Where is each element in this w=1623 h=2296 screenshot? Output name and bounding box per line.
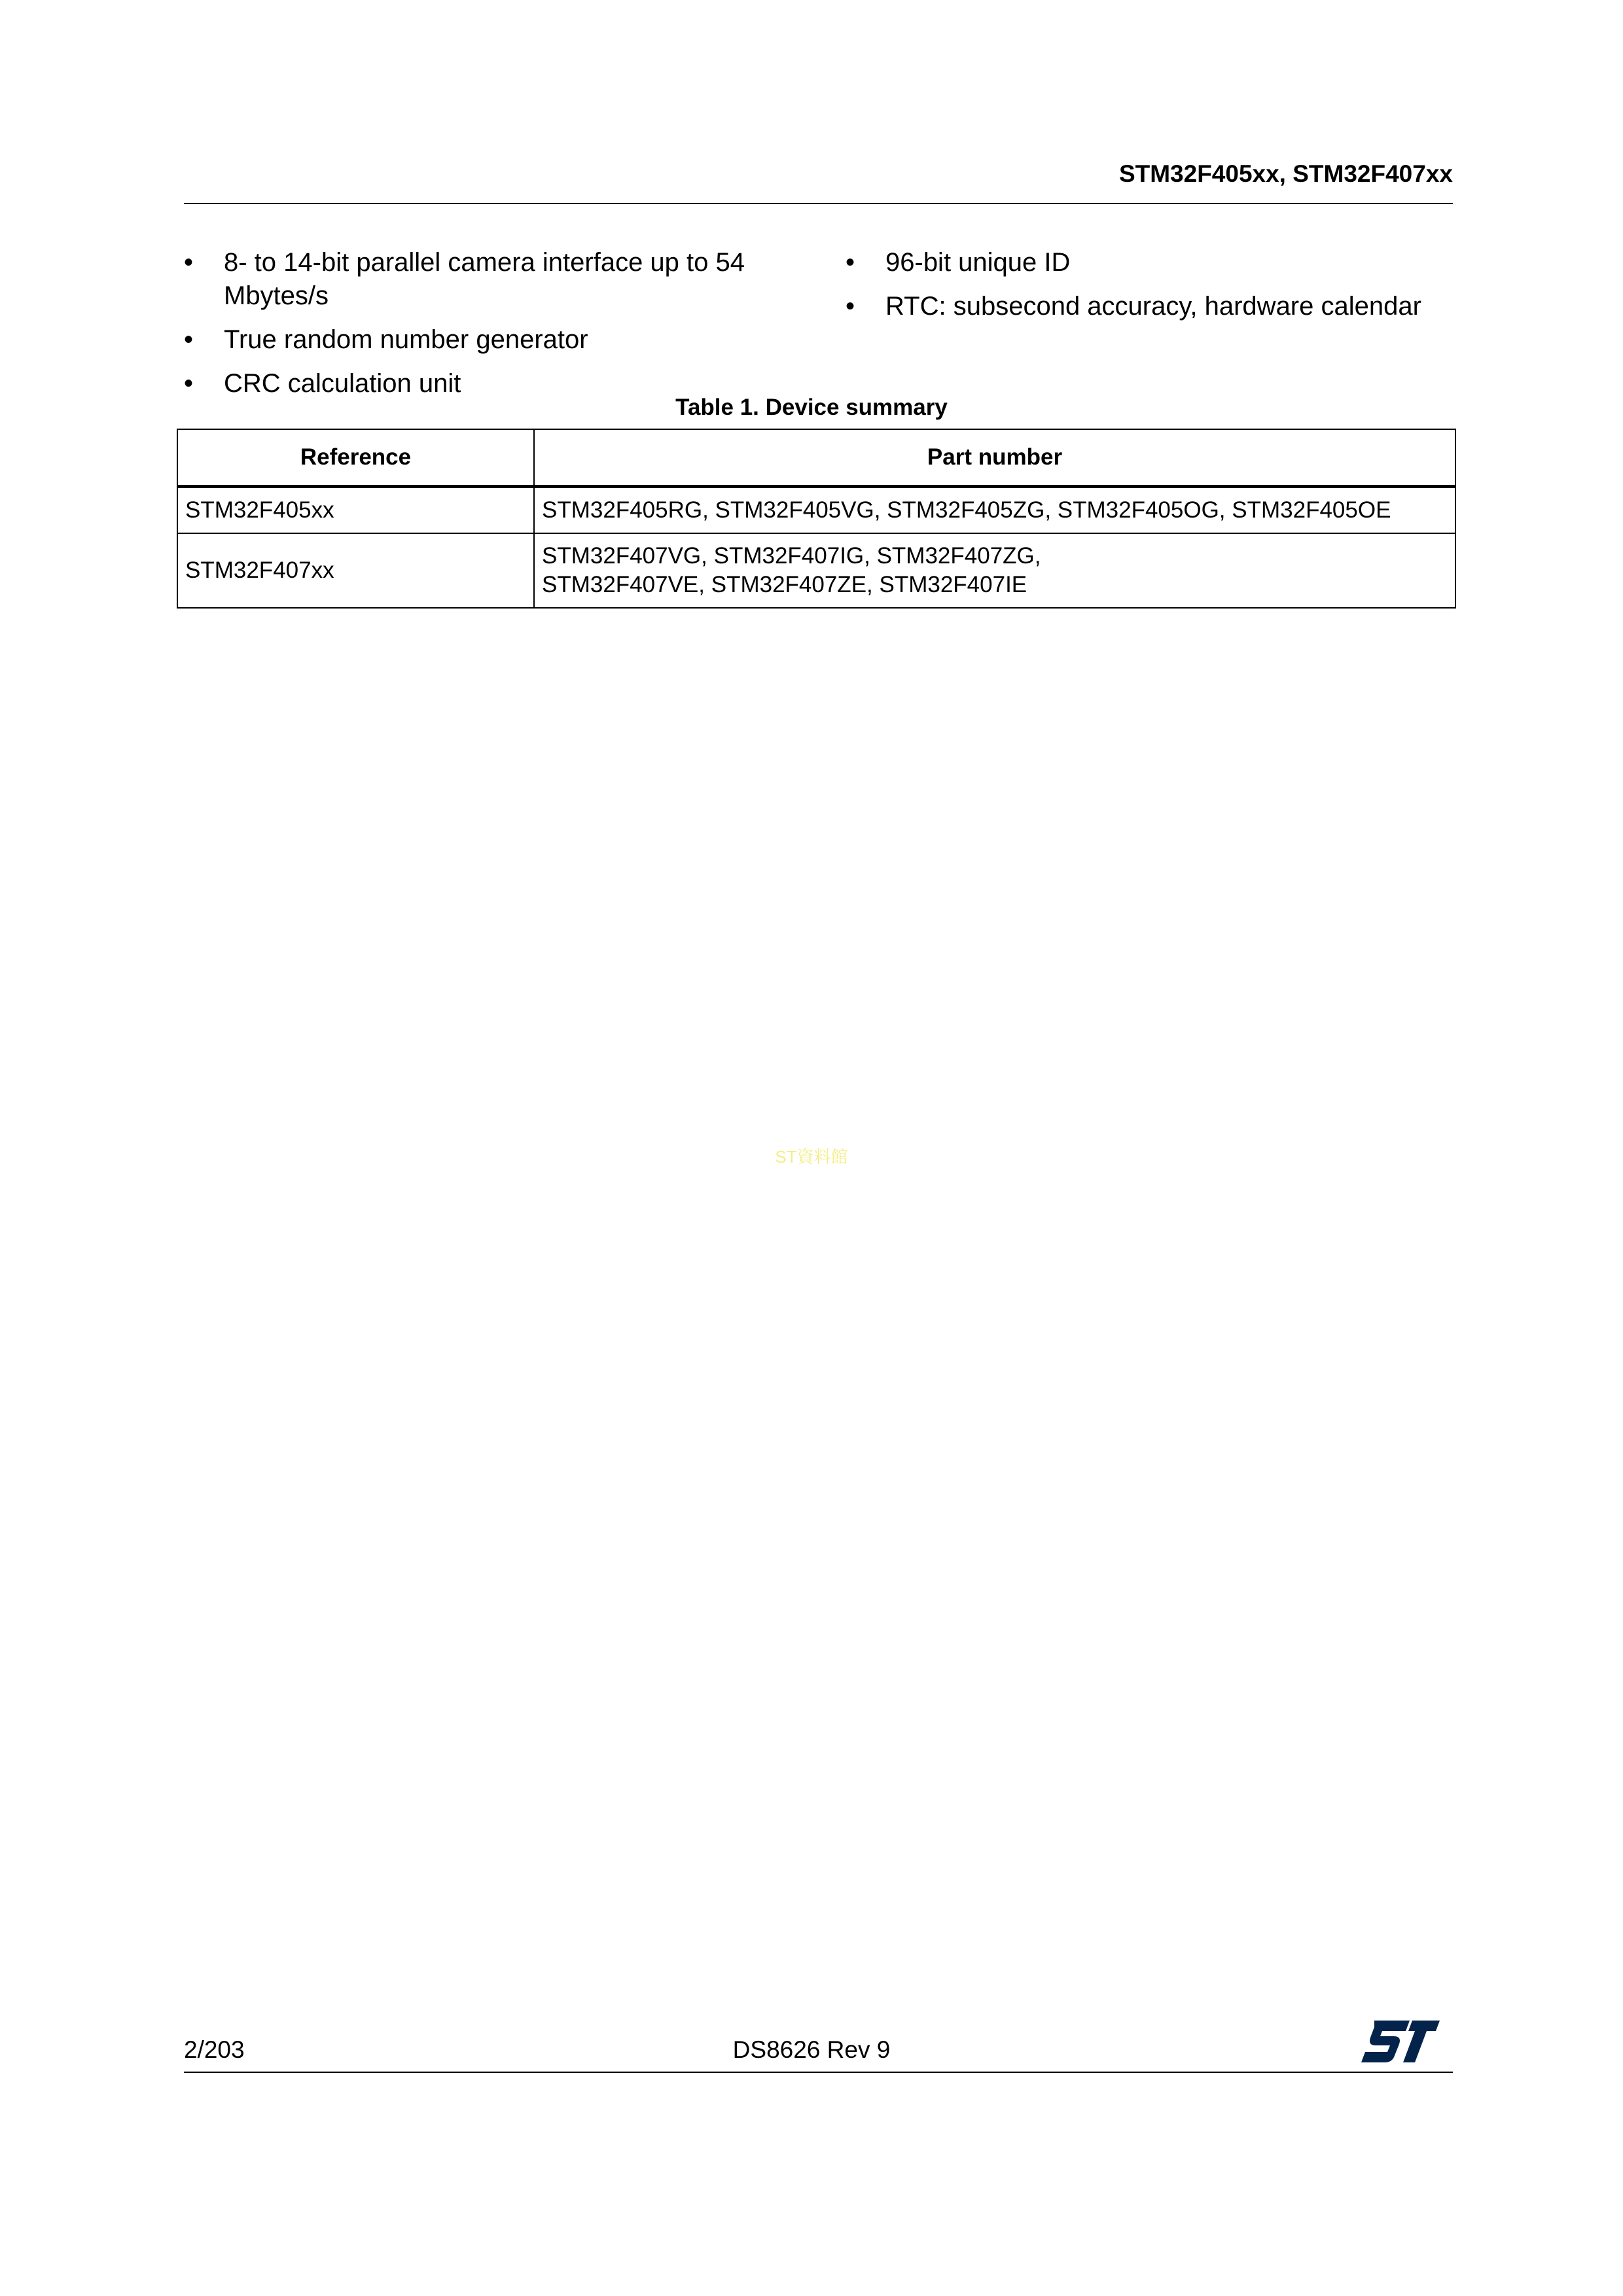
list-item-text: 8- to 14-bit parallel camera interface up to 54 Mbytes/s [224, 248, 745, 310]
part-number-line: STM32F407VE, STM32F407ZE, STM32F407IE [542, 572, 1027, 597]
page-number: 2/203 [184, 2036, 245, 2063]
bullet-marker: • [184, 325, 194, 354]
document-reference: DS8626 Rev 9 [732, 2036, 891, 2063]
table-row [177, 533, 1455, 608]
st-logo-s [1361, 2021, 1410, 2062]
bullet-marker: • [846, 248, 855, 277]
list-item-text: RTC: subsecond accuracy, hardware calendar [885, 292, 1421, 321]
bullet-list-left [184, 246, 773, 411]
reference-cell: STM32F405xx [177, 487, 534, 534]
footer-divider [184, 2072, 1453, 2073]
device-summary-table [177, 429, 1456, 609]
header-divider [184, 203, 1453, 204]
list-item [846, 290, 1474, 323]
page-header-title: STM32F405xx, STM32F407xx [1118, 160, 1453, 187]
bullet-marker: • [184, 248, 194, 277]
list-item [184, 246, 773, 313]
reference-cell: STM32F407xx [177, 533, 534, 608]
part-number-cell [534, 487, 1455, 534]
bullet-marker: • [184, 369, 194, 398]
table-header-row [177, 429, 1455, 487]
column-header-part-number: Part number [534, 429, 1455, 487]
list-item-text: CRC calculation unit [224, 369, 461, 398]
bullet-marker: • [846, 292, 855, 321]
list-item-text: 96-bit unique ID [885, 248, 1071, 277]
part-number-line: STM32F405RG, STM32F405VG, STM32F405ZG, STM32F405OG, STM32F405OE [542, 497, 1391, 523]
part-number-line: STM32F407VG, STM32F407IG, STM32F407ZG, [542, 543, 1041, 569]
part-number-cell [534, 533, 1455, 608]
table-row [177, 487, 1455, 534]
list-item [184, 323, 773, 357]
st-logo [1360, 2017, 1441, 2064]
list-item-text: True random number generator [224, 325, 588, 354]
bullet-list-right [846, 246, 1474, 334]
table-caption: Table 1. Device summary [675, 395, 948, 420]
st-logo-t [1403, 2021, 1440, 2062]
watermark: ST資料館 [775, 1147, 848, 1167]
column-header-reference: Reference [177, 429, 534, 487]
list-item [846, 246, 1474, 279]
